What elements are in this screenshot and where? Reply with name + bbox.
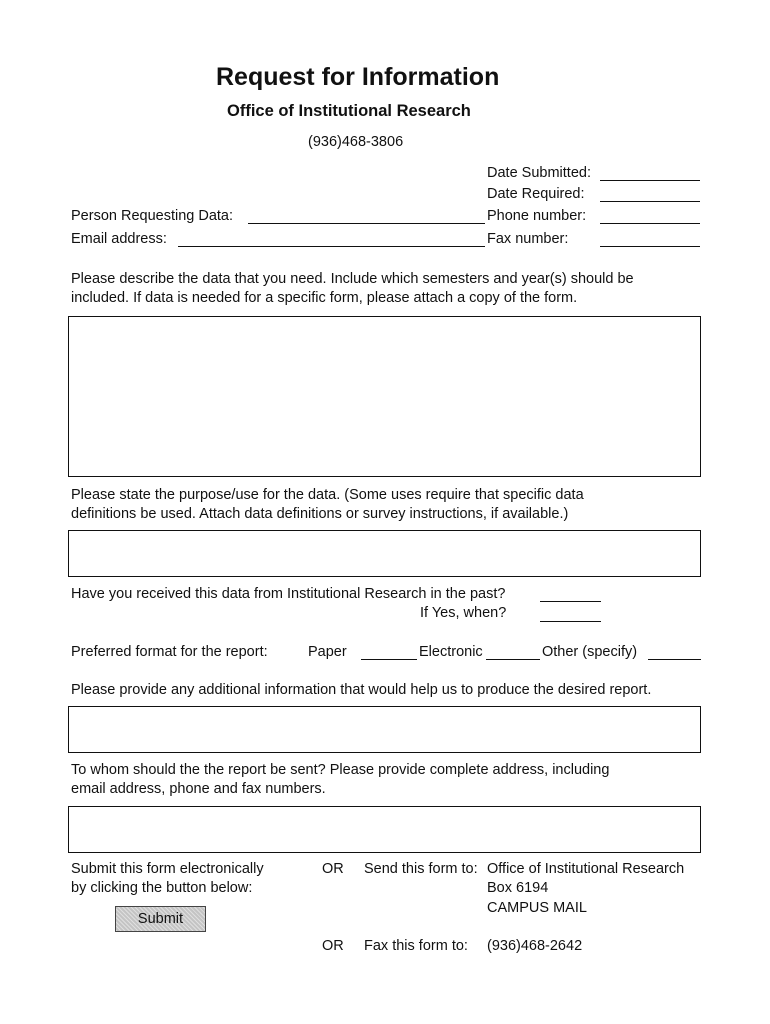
format-other-field[interactable] bbox=[648, 659, 701, 660]
describe-data-prompt-line1: Please describe the data that you need. Include which semesters and year(s) should be bbox=[71, 271, 634, 287]
additional-info-prompt: Please provide any additional information that would help us to produce the desired report. bbox=[71, 682, 652, 698]
email-address-label: Email address: bbox=[71, 231, 167, 247]
send-to-textarea[interactable] bbox=[68, 806, 701, 853]
form-title: Request for Information bbox=[216, 63, 500, 91]
or-separator-2: OR bbox=[322, 938, 344, 954]
format-paper-field[interactable] bbox=[361, 659, 417, 660]
date-required-label: Date Required: bbox=[487, 186, 585, 202]
preferred-format-label: Preferred format for the report: bbox=[71, 644, 268, 660]
date-submitted-field[interactable] bbox=[600, 180, 700, 181]
submit-instruction-line2: by clicking the button below: bbox=[71, 880, 253, 896]
fax-form-label: Fax this form to: bbox=[364, 938, 468, 954]
person-requesting-field[interactable] bbox=[248, 223, 485, 224]
fax-form-number: (936)468-2642 bbox=[487, 938, 583, 954]
date-required-field[interactable] bbox=[600, 201, 700, 202]
additional-info-textarea[interactable] bbox=[68, 706, 701, 753]
format-other-label: Other (specify) bbox=[542, 644, 638, 660]
phone-number-field[interactable] bbox=[600, 223, 700, 224]
received-past-question: Have you received this data from Institutional Research in the past? bbox=[71, 586, 506, 602]
email-address-field[interactable] bbox=[178, 246, 485, 247]
describe-data-prompt-line2: included. If data is needed for a specific form, please attach a copy of the form. bbox=[71, 290, 578, 306]
if-yes-when-field[interactable] bbox=[540, 621, 601, 622]
or-separator-1: OR bbox=[322, 861, 344, 877]
purpose-prompt-line2: definitions be used. Attach data definitions or survey instructions, if available.) bbox=[71, 506, 569, 522]
date-submitted-label: Date Submitted: bbox=[487, 165, 591, 181]
phone-number-label: Phone number: bbox=[487, 208, 587, 224]
mailing-address-line3: CAMPUS MAIL bbox=[487, 900, 587, 916]
fax-number-label: Fax number: bbox=[487, 231, 569, 247]
format-electronic-field[interactable] bbox=[486, 659, 540, 660]
office-subtitle: Office of Institutional Research bbox=[227, 102, 471, 120]
send-form-label: Send this form to: bbox=[364, 861, 478, 877]
purpose-textarea[interactable] bbox=[68, 530, 701, 577]
mailing-address-line1: Office of Institutional Research bbox=[487, 861, 685, 877]
purpose-prompt-line1: Please state the purpose/use for the data. (Some uses require that specific data bbox=[71, 487, 584, 503]
describe-data-textarea[interactable] bbox=[68, 316, 701, 477]
send-to-prompt-line2: email address, phone and fax numbers. bbox=[71, 781, 326, 797]
send-to-prompt-line1: To whom should the the report be sent? Please provide complete address, including bbox=[71, 762, 610, 778]
submit-button[interactable]: Submit bbox=[115, 906, 206, 932]
received-past-field[interactable] bbox=[540, 601, 601, 602]
office-phone: (936)468-3806 bbox=[308, 134, 404, 150]
format-paper-label: Paper bbox=[308, 644, 347, 660]
if-yes-when-label: If Yes, when? bbox=[420, 605, 507, 621]
person-requesting-label: Person Requesting Data: bbox=[71, 208, 234, 224]
mailing-address-line2: Box 6194 bbox=[487, 880, 549, 896]
fax-number-field[interactable] bbox=[600, 246, 700, 247]
format-electronic-label: Electronic bbox=[419, 644, 483, 660]
submit-instruction-line1: Submit this form electronically bbox=[71, 861, 264, 877]
